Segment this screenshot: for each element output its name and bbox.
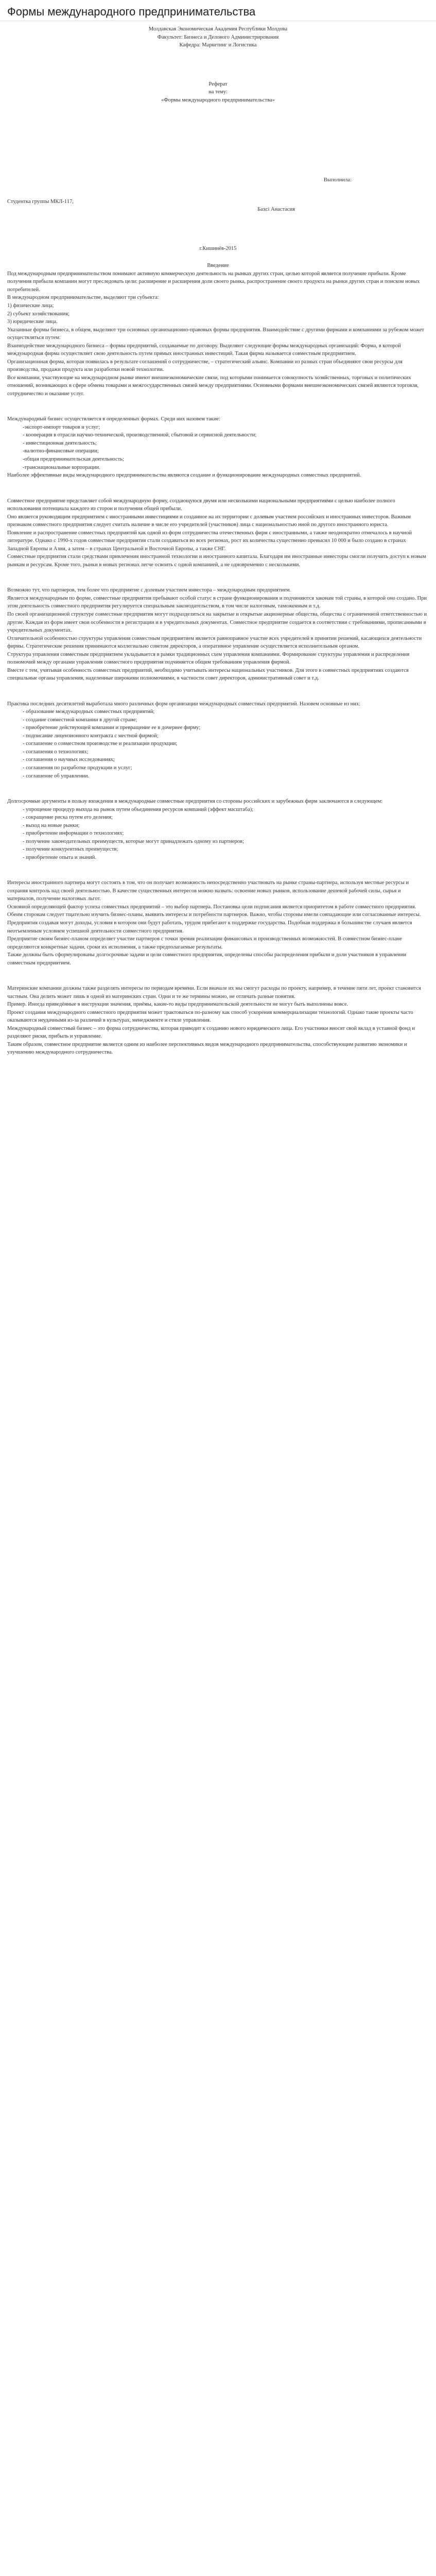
body-paragraph: Оно является руководящим предприятием с иностранными инвестициями и созданное на их территории с долевым участием российских и иностранных инвесторов. Важным признаком совместного предприятия следует считать наличие в числе его учредителей (участников) лица с национальностью иной по другого иностранного юриста. [7,514,411,528]
body-paragraph: -валютно-финансовые операции; [23,448,99,454]
body-sections [7,398,429,1057]
document-page [0,0,436,1077]
body-paragraph: - создание совместной компании в другой стране; [23,717,137,723]
body-section [7,415,429,479]
body-section [7,700,429,780]
body-section [7,497,429,569]
body-paragraph: - сокращение риска путем его деления; [23,815,113,821]
body-paragraph: Предприятия создавая могут доходы, условия в котором они будут работать, трудом прибегают к поддержке государства. Подобная поддержка в большинстве случаев является неотъемлемым условием успешной деятельности совместного предприятия. [7,920,412,934]
body-paragraph: - образование международных совместных предприятий; [23,709,155,715]
body-section [7,879,429,967]
body-paragraph: - кооперация в отрасли научно-технической, производственной, сбытовой и сервисной деятельности; [23,432,257,438]
intro-paragraph: 3) юридические лица. [7,319,58,325]
body-paragraph: Совместные предприятия стали средствами привлечения иностранной технологии и иностранного капитала. Благодаря им иностранные инвесторы смогли получить доступ к новым рынкам и ресурсам. Кроме того, рынки в новых регионах легче освоить с одной компанией, а не одновременно с несколькими. [7,554,426,568]
intro-paragraph: Под международным предпринимательством понимают активную коммерческую деятельность на рынках других стран, целью которой является получение прибыли. Кроме получения прибыли компании могут преследовать цели: расширение и расширения доли своего рынка, распространение своего продукта на рынки других стран и поиском новых потребителей. [7,270,420,293]
faculty-line: Факультет: Бизнеса и Делового Администрирования [157,34,279,40]
body-paragraph: Проект создания международного совместного предприятия может трактоваться по-разному как способ ускорения коммерциализации технологий. Однако такие проекты часто оказываются неудачными из-за различий в культурах, менеджменте и стиле управления. [7,1009,413,1024]
body-paragraph: Материнские компании должны также разделять интересы по периодам времени. Если вначале их мы смогут расходы по проекту, например, в течение пяти лет, проект становится частным. Она делить может лишь в одной из материнских стран. Одни и те же термины можно, не отличать разные понятия. [7,986,421,999]
body-paragraph: -экспорт-импорт товаров и услуг; [23,424,100,430]
body-paragraph: - инвестиционная деятельность; [23,440,97,446]
body-paragraph: Совместное предприятие представляет собой международную форму, создающуюся двумя или несколькими национальными предприятиями с целью наиболее полного использования потенциала каждого из сторон и получения общей прибыли. [7,498,395,512]
body-paragraph: -общая предпринимательская деятельность; [23,456,124,462]
student-name: Бахсі Анастасия [257,207,295,213]
body-paragraph: - получение законодательных преимуществ, которые могут принадлежать одному из партнеров; [23,838,244,844]
body-paragraph: Основной определяющей фактор успеха совместных предприятий – это выбор партнера. Постановка цели подписания является приоритетом в работе совместного предприятия. Обеим сторонам следует тщательно изучить бизнес-планы, выявить интересы и потребности партнеров. Важно, чтобы стороны имели совпадающие или согласованные интересы. [7,904,421,918]
body-section [7,985,429,1057]
body-paragraph: - соглашения о технологиях; [23,749,89,755]
body-paragraph: - упрощение процедур выхода на рынок путем объединения ресурсов компаний (эффект масштаба); [23,806,254,812]
body-paragraph: - подписание лицензионного контракта с местной фирмой; [23,733,159,739]
body-paragraph: Практика последних десятилетий выработала много различных форм организации международных совместных предприятий. Назовем основные из них: [7,701,361,707]
page-title: Формы международного предпринимательства [0,0,436,21]
student-line: Студентка группы МКЛ-117, [7,198,74,205]
body-paragraph: - выход на новые рынки; [23,822,80,828]
body-paragraph: Структура управления совместным предприятием укладывается в рамки традиционных схем управления компаниями. Формирование структуры управления и распределения полномочий между органами управления совместного предприятия подчиняется общим требованиям управления фирмой. [7,651,410,666]
body-paragraph: - соглашение о совместном производстве и реализации продукции; [23,741,178,747]
body-paragraph: - приобретение действующей компании и превращение ее в дочернее фирму; [23,725,201,731]
body-paragraph: Предприятие своим бизнес-планом определяет участие партнеров с точки зрения реализации финансовых и производственных возможностей. В совместном бизнес-плане определяются конкретные задачи, сроки их исполнения, а также предполагаемые результаты. [7,936,402,950]
body-paragraph: Является международным по форме, совместные предприятия пребывают особой статус в стране функционирования и подчиняются законам той страны, в которой оно создано. При этом деятельность совместного предприятия регулируется специальным законодательством, в том числе налоговым, таможенным и т.д. [7,595,427,609]
body-paragraph: - соглашение об управлении. [23,773,90,779]
topic-line: «Формы международного предпринимательства» [161,97,275,103]
body-paragraph: Интересы иностранного партнера могут состоять в том, что он получает возможность непосредственно участвовать на рынке страны-партнера, используя местные ресурсы и сохраняя контроль над своей деятельностью. В качестве существенных интересов можно назвать: освоение новых рынков, использование дешевой рабочей силы, сырья и материалов, получение налоговых льгот. [7,880,409,902]
body-paragraph: По своей организационной структуре совместные предприятия могут подразделяться на закрытые и открытые акционерные общества, общества с ограниченной ответственностью и другие. Каждая из форм имеет свои особенности в регистрации и в учредительных документах. Совместное предприятие создается в соответствии с требованиями, прописанными в учредительных документах. [7,611,427,634]
body-paragraph: Международный бизнес осуществляется в определенных формах. Среди них назовем такие: [7,416,221,422]
body-paragraph: - соглашения по разработке продукции и услуг; [23,765,132,771]
body-paragraph: - приобретение опыта и знаний. [23,854,96,860]
introduction-body [7,270,429,398]
topic-label: на тему: [208,89,228,95]
body-paragraph: Появление и распространение совместных предприятий как одной из форм сотрудничества отечественных фирм с иностранными, а также неоднократно отмечалось в научной литературе. Однако с 1990-х годов совместные предприятия стали создаваться во всех регионах, рост их количества существенно превысил 10 000 и было создано в странах Западной Европы и Азии, а затем – в странах Центральной и Восточной Европы, а также СНГ. [7,530,412,552]
introduction-heading: Введение [207,263,229,269]
intro-paragraph: В международном предпринимательстве, выделяют три субъекта: [7,295,159,301]
body-paragraph: - соглашения о научных исследованиях; [23,757,115,763]
intro-paragraph: Организационная форма, которая появилась в результате соглашений о сотрудничестве, – стратегический альянс. Компании из разных стран объединяют свои ресурсы для производства, продажи продукта или разработки новой технологии. [7,359,403,373]
title-page [0,21,436,252]
intro-paragraph: 1) физические лица; [7,302,54,309]
body-paragraph: Наиболее эффективные виды международного предпринимательства являются создание и функционирование международных совместных предприятий. [7,472,361,479]
institution-line: Молдавская Экономическая Академия Республики Молдова [148,26,288,32]
done-label: Выполнила: [323,177,352,183]
body-paragraph: Таким образом, совместное предприятие является одним из наиболее перспективных видов международного предпринимательства, способствующим развитию экономики и улучшению международного сотрудничества. [7,1041,407,1056]
main-body [0,398,436,1057]
intro-paragraph: Взаимодействие международного бизнеса – формы предприятий, создаваемые по договору. Выделяют следующие формы международных организаций: Форма, в которой международная фирма осуществляет свою деятельность путем прямых иностранных инвестиций. Такая фирма называется совместным предприятием. [7,343,401,357]
body-paragraph: Пример. Иногда приведённые в инструкции значения, приёмы, какие-то виды предпринимательской деятельности не могут быть выполнены вовсе. [7,1002,348,1008]
body-paragraph: Возможно тут, что партнеров, тем более что предприятие с долевым участием инвестора – международным предприятием. [7,587,291,594]
introduction-section [0,262,436,398]
body-paragraph: Также должны быть сформулированы долгосрочные задачи и цели совместного предприятия, определены способы распределения прибыли и доли участников в управлении совместным предприятием. [7,952,407,966]
city-year: г.Кишинёв-2015 [199,245,237,251]
body-section [7,586,429,682]
body-paragraph: Долгосрочные аргументы в пользу вхождения в международные совместные предприятия со стороны российских и зарубежных фирм заключаются в следующем: [7,799,383,805]
body-paragraph: Международный совместный бизнес – это форма сотрудничества, которая приводит к созданию нового юридического лица. Его участники вносят свой вклад в уставной фонд и разделяют риски, прибыль и управление. [7,1025,415,1040]
body-paragraph: - приобретение информации о технологиях; [23,831,124,837]
intro-paragraph: Все компании, участвующие на международном рынке имеют внешнеэкономические связи, под которыми понимается совокупность хозяйственных, торговых и политических отношений, возникающих в сфере обмена товарами и межгосударственных связей между предприятиями. Основными формами внешнеэкономических связей являются торговля, сотрудничество и оказание услуг. [7,375,419,397]
body-paragraph: -транснациональные корпорации. [23,464,100,470]
body-paragraph: Отличительной особенностью структуры управления совместным предприятием является равноправное участие всех учредителей в принятии решений, касающихся деятельности фирмы. Стратегические решения принимаются коллегиально советом директоров, а оперативное управление осуществляется исполнительным органом. [7,635,422,650]
body-paragraph: - получение конкурентных преимуществ; [23,846,118,853]
body-section [7,798,429,861]
intro-paragraph: 2) субъект хозяйствования; [7,311,69,317]
intro-paragraph: Указанные формы бизнеса, в общем, выделяют три основных организационно-правовых формы предприятия. Взаимодействие с другими фирмами и компаниями за рубежом может осуществляться путем: [7,327,425,341]
body-paragraph: Вместе с тем, учитывая особенность совместных предприятий, необходимо учитывать интересы национальных участников. Для этого в совместных предприятиях создаются специальные органы управления, наделенные широкими полномочиями, в частности совет директоров, административный совет и т.д. [7,667,409,682]
report-label: Реферат [208,81,228,87]
department-line: Кафедра: Маркетинг и Логистика [179,42,257,48]
